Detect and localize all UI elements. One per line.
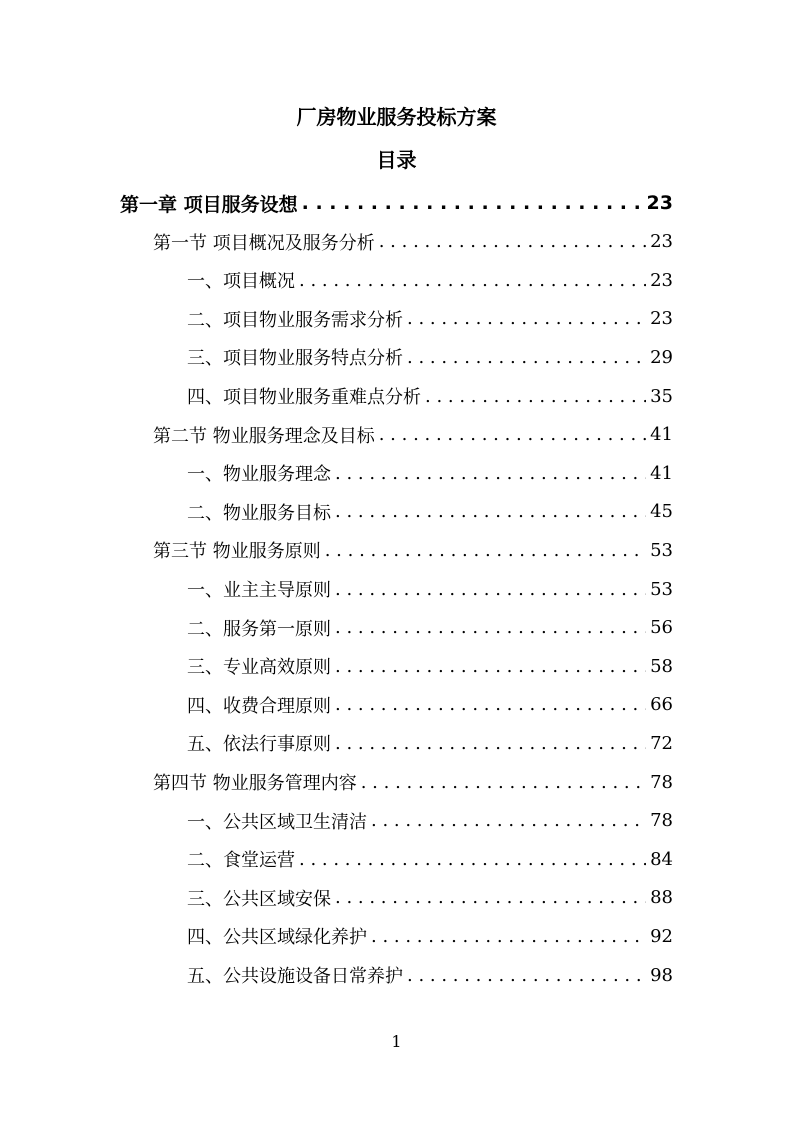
- toc-entry-item[interactable]: [187, 802, 673, 840]
- toc-entry-item[interactable]: [187, 724, 673, 762]
- toc-entry-label: 三、专业高效原则: [187, 657, 331, 679]
- toc-leader-dots: [335, 501, 646, 522]
- toc-entry-page: 84: [650, 848, 673, 870]
- toc-leader-dots: [371, 926, 646, 947]
- toc-leader-dots: [425, 386, 646, 407]
- toc-entry-page: 45: [650, 501, 673, 523]
- toc-entry-item[interactable]: [187, 956, 673, 994]
- toc-entry-page: 78: [650, 771, 673, 793]
- toc-entry-page: 56: [650, 617, 673, 639]
- toc-entry-page: 92: [650, 925, 673, 947]
- toc-leader-dots: [379, 231, 646, 252]
- toc-entry-section[interactable]: [153, 223, 673, 261]
- toc-entry-label: 五、依法行事原则: [187, 734, 331, 756]
- toc-entry-item[interactable]: [187, 570, 673, 608]
- toc-entry-page: 98: [650, 964, 673, 986]
- toc-entry-page: 53: [650, 578, 673, 600]
- toc-entry-label: 四、收费合理原则: [187, 695, 331, 717]
- toc-entry-section[interactable]: [153, 763, 673, 801]
- toc-entry-label: 四、公共区域绿化养护: [187, 927, 367, 949]
- toc-entry-item[interactable]: [187, 300, 673, 338]
- toc-entry-label: 第二节 物业服务理念及目标: [153, 425, 375, 447]
- toc-leader-dots: [335, 887, 646, 908]
- toc-entry-page: 53: [650, 539, 673, 561]
- toc-leader-dots: [407, 965, 646, 986]
- toc-entry-label: 第一章 项目服务设想: [120, 193, 298, 216]
- toc-entry-page: 78: [650, 810, 673, 832]
- toc-entry-page: 23: [650, 231, 673, 253]
- toc-entry-page: 58: [650, 655, 673, 677]
- toc-entry-label: 一、业主主导原则: [187, 580, 331, 601]
- toc-entry-item[interactable]: [187, 647, 673, 685]
- toc-entry-label: 四、项目物业服务重难点分析: [187, 387, 421, 408]
- toc-entry-item[interactable]: [187, 879, 673, 917]
- toc-leader-dots: [379, 424, 646, 445]
- toc-entry-label: 一、物业服务理念: [187, 464, 331, 486]
- toc-leader-dots: [371, 810, 646, 831]
- toc-leader-dots: [335, 733, 646, 754]
- toc-leader-dots: [335, 463, 646, 484]
- toc-leader-dots: [335, 579, 646, 600]
- toc-entry-label: 二、服务第一原则: [187, 618, 331, 640]
- toc-entry-page: 23: [646, 192, 673, 214]
- toc-entry-page: 41: [650, 462, 673, 484]
- toc-entry-page: 23: [650, 269, 673, 291]
- toc-leader-dots: [335, 694, 646, 715]
- toc-entry-label: 一、项目概况: [187, 271, 295, 293]
- toc-leader-dots: [335, 617, 646, 638]
- toc-leader-dots: [299, 849, 646, 870]
- toc-entry-label: 二、项目物业服务需求分析: [187, 309, 403, 331]
- toc-entry-label: 第四节 物业服务管理内容: [153, 773, 357, 794]
- toc-entry-item[interactable]: [187, 917, 673, 955]
- toc-entry-item[interactable]: [187, 686, 673, 724]
- toc-leader-dots: [302, 192, 643, 214]
- toc-entry-section[interactable]: [153, 531, 673, 569]
- toc-entry-label: 二、物业服务目标: [187, 502, 331, 524]
- toc-entry-page: 88: [650, 887, 673, 909]
- toc-entry-item[interactable]: [187, 377, 673, 415]
- toc-leader-dots: [299, 270, 646, 291]
- toc-entry-label: 第一节 项目概况及服务分析: [153, 232, 375, 254]
- toc-entry-item[interactable]: [187, 338, 673, 376]
- toc-leader-dots: [407, 347, 646, 368]
- toc-entry-item[interactable]: [187, 609, 673, 647]
- toc-entry-item[interactable]: [187, 493, 673, 531]
- toc-entry-section[interactable]: [153, 416, 673, 454]
- toc-entry-page: 29: [650, 346, 673, 368]
- toc-leader-dots: [325, 540, 646, 561]
- toc-entry-chapter[interactable]: [120, 184, 673, 222]
- toc-entry-label: 三、公共区域安保: [187, 888, 331, 910]
- toc-leader-dots: [361, 772, 646, 793]
- toc-entry-label: 三、项目物业服务特点分析: [187, 348, 403, 370]
- page-number: 1: [391, 1032, 402, 1051]
- toc-entry-page: 35: [650, 385, 673, 407]
- toc-entry-page: 41: [650, 424, 673, 446]
- toc-entry-page: 23: [650, 308, 673, 330]
- toc-entry-item[interactable]: [187, 840, 673, 878]
- document-title: 厂房物业服务投标方案: [296, 105, 497, 129]
- toc-leader-dots: [407, 308, 646, 329]
- toc-entry-item[interactable]: [187, 454, 673, 492]
- toc-entry-item[interactable]: [187, 261, 673, 299]
- toc-entry-label: 二、食堂运营: [187, 850, 295, 872]
- toc-entry-label: 一、公共区域卫生清洁: [187, 811, 367, 833]
- toc-entry-label: 五、公共设施设备日常养护: [187, 966, 403, 987]
- toc-leader-dots: [335, 656, 646, 677]
- toc-heading: 目录: [376, 148, 417, 172]
- toc-entry-page: 66: [650, 694, 673, 716]
- toc-entry-page: 72: [650, 732, 673, 754]
- toc-entry-label: 第三节 物业服务原则: [153, 541, 321, 563]
